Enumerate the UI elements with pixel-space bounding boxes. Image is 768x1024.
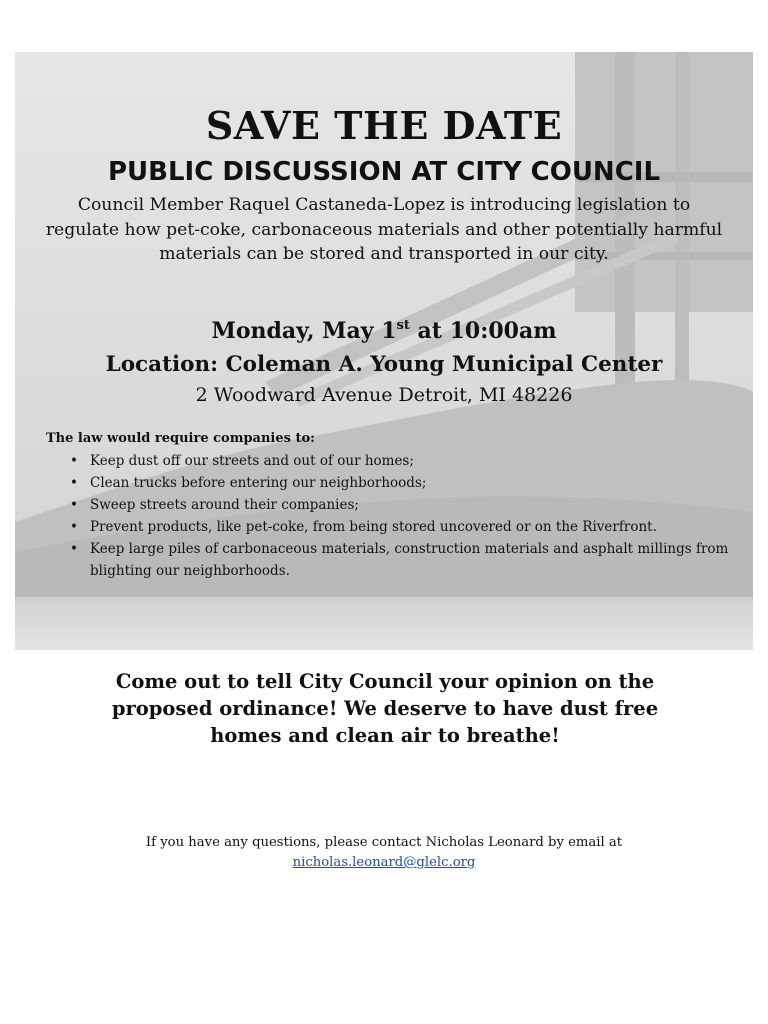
hero-photo-panel — [15, 52, 753, 650]
bullet-icon: • — [70, 519, 78, 535]
event-location: Location: Coleman A. Young Municipal Center — [105, 352, 663, 377]
bullet-icon: • — [70, 541, 78, 557]
event-address: 2 Woodward Avenue Detroit, MI 48226 — [195, 384, 573, 406]
list-item-text: Keep dust off our streets and out of our homes; — [90, 453, 414, 469]
contact-text: If you have any questions, please contact Nicholas Leonard by email at — [145, 835, 623, 850]
event-date — [15, 316, 753, 346]
list-item-text: Clean trucks before entering our neighborhoods; — [90, 475, 427, 491]
list-item — [70, 494, 730, 516]
list-item — [70, 450, 730, 472]
bullet-icon: • — [70, 453, 78, 469]
list-item — [70, 472, 730, 494]
list-item-text: Keep large piles of carbonaceous materials, construction materials and asphalt millings from blighting our neighborhoods. — [90, 541, 729, 579]
list-item-text: Prevent products, like pet-coke, from being stored uncovered or on the Riverfront. — [90, 519, 657, 535]
list-item — [70, 538, 730, 582]
list-item — [70, 516, 730, 538]
law-requirements-list — [70, 450, 730, 582]
call-to-action: Come out to tell City Council your opinion on the proposed ordinance! We deserve to have dust free homes and clean air to breathe! — [111, 670, 659, 747]
event-date-time: at 10:00am — [409, 318, 557, 344]
bullet-icon: • — [70, 475, 78, 491]
hero-text-overlay — [15, 52, 753, 650]
intro-paragraph: Council Member Raquel Castaneda-Lopez is introducing legislation to regulate how pet-coke, carbonaceous materials and other potentially harmful materials can be stored and transported in our city. — [45, 195, 723, 264]
contact-email-link[interactable]: nicholas.leonard@glelc.org — [292, 855, 476, 870]
event-subtitle: PUBLIC DISCUSSION AT CITY COUNCIL — [107, 157, 661, 187]
event-date-ordinal: st — [396, 318, 410, 333]
event-date-day: Monday, May 1 — [211, 318, 397, 344]
bullet-icon: • — [70, 497, 78, 513]
list-item-text: Sweep streets around their companies; — [90, 497, 359, 513]
page-title: SAVE THE DATE — [205, 103, 563, 148]
contact-info — [90, 833, 678, 873]
law-requirements-heading: The law would require companies to: — [46, 431, 315, 446]
